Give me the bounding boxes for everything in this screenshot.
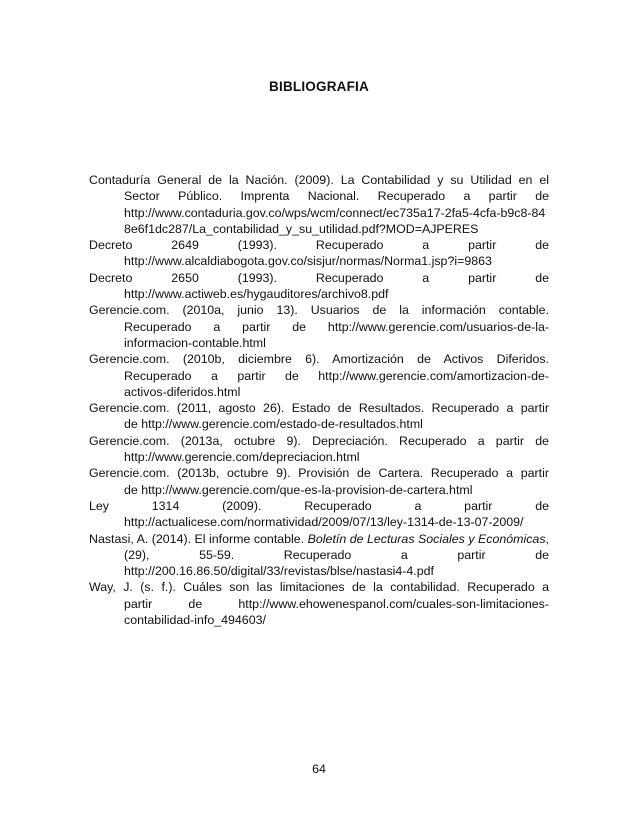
page-title: BIBLIOGRAFIA: [269, 79, 369, 94]
reference-entry: [89, 433, 549, 466]
reference-url[interactable]: http://actualicese.com/normatividad/2009/07/13/ley-1314-de-13-07-2009/: [124, 515, 524, 530]
reference-entry: [89, 400, 549, 433]
reference-entry: [89, 531, 549, 580]
reference-entry: [89, 172, 549, 237]
reference-url[interactable]: contabilidad-info_494603/: [124, 613, 266, 628]
reference-url[interactable]: activos-diferidos.html: [124, 384, 241, 399]
reference-text: Sector Público. Imprenta Nacional. Recuperado a partir de: [124, 189, 549, 204]
reference-lead: Way, J. (s. f.). Cuáles son las limitaciones de la contabilidad. Recuperado a: [89, 580, 549, 595]
reference-url[interactable]: de http://www.gerencie.com/estado-de-resultados.html: [124, 417, 423, 432]
reference-url[interactable]: http://www.contaduria.gov.co/wps/wcm/connect/ec735a17-2fa5-4cfa-b9c8-848e6f1dc287/La_contabilidad_y_su_utilidad.pdf?MOD=AJPERES: [124, 205, 546, 236]
reference-url[interactable]: informacion-contable.html: [124, 335, 266, 350]
reference-url[interactable]: http://www.actiweb.es/hygauditores/archivo8.pdf: [124, 287, 389, 302]
reference-lead: Decreto 2650 (1993). Recuperado a partir de: [89, 270, 549, 285]
reference-lead: Nastasi, A. (2014). El informe contable.: [89, 531, 305, 546]
reference-entry: [89, 579, 549, 628]
reference-text: partir de http://www.ehowenespanol.com/cuales-son-limitaciones-: [124, 596, 549, 611]
reference-url[interactable]: http://www.alcaldiabogota.gov.co/sisjur/normas/Norma1.jsp?i=9863: [124, 254, 492, 269]
reference-lead: Gerencie.com. (2010b, diciembre 6). Amortización de Activos Diferidos.: [89, 352, 549, 367]
reference-lead: Gerencie.com. (2010a, junio 13). Usuarios de la información contable.: [89, 303, 549, 318]
reference-lead: Gerencie.com. (2013a, octubre 9). Depreciación. Recuperado a partir de: [89, 433, 549, 448]
reference-url[interactable]: http://200.16.86.50/digital/33/revistas/blse/nastasi4-4.pdf: [124, 564, 434, 579]
reference-entry: [89, 351, 549, 400]
journal-title: Boletín de Lecturas Sociales y Económicas: [307, 531, 546, 546]
page-number: 64: [312, 762, 326, 776]
reference-text: Recuperado a partir de http://www.gerencie.com/usuarios-de-la-: [124, 319, 549, 334]
reference-entry: [89, 465, 549, 498]
reference-entry: [89, 237, 549, 270]
reference-lead: Decreto 2649 (1993). Recuperado a partir de: [89, 238, 549, 253]
reference-url[interactable]: http://www.gerencie.com/depreciacion.html: [124, 450, 360, 465]
reference-lead-journal: [89, 531, 549, 564]
reference-lead: Gerencie.com. (2011, agosto 26). Estado de Resultados. Recuperado a partir: [89, 401, 549, 416]
reference-list: [89, 172, 549, 628]
reference-lead: Ley 1314 (2009). Recuperado a partir de: [89, 498, 549, 513]
reference-entry: [89, 498, 549, 531]
reference-lead-cont: , (29), 55-59. Recuperado a partir de: [124, 531, 549, 562]
reference-url[interactable]: de http://www.gerencie.com/que-es-la-provision-de-cartera.html: [124, 482, 473, 497]
reference-entry: [89, 302, 549, 351]
reference-lead: Contaduría General de la Nación. (2009). La Contabilidad y su Utilidad en el: [89, 173, 549, 187]
reference-text: Recuperado a partir de http://www.gerencie.com/amortizacion-de-: [124, 368, 549, 383]
reference-lead: Gerencie.com. (2013b, octubre 9). Provisión de Cartera. Recuperado a partir: [89, 466, 549, 481]
reference-entry: [89, 270, 549, 303]
